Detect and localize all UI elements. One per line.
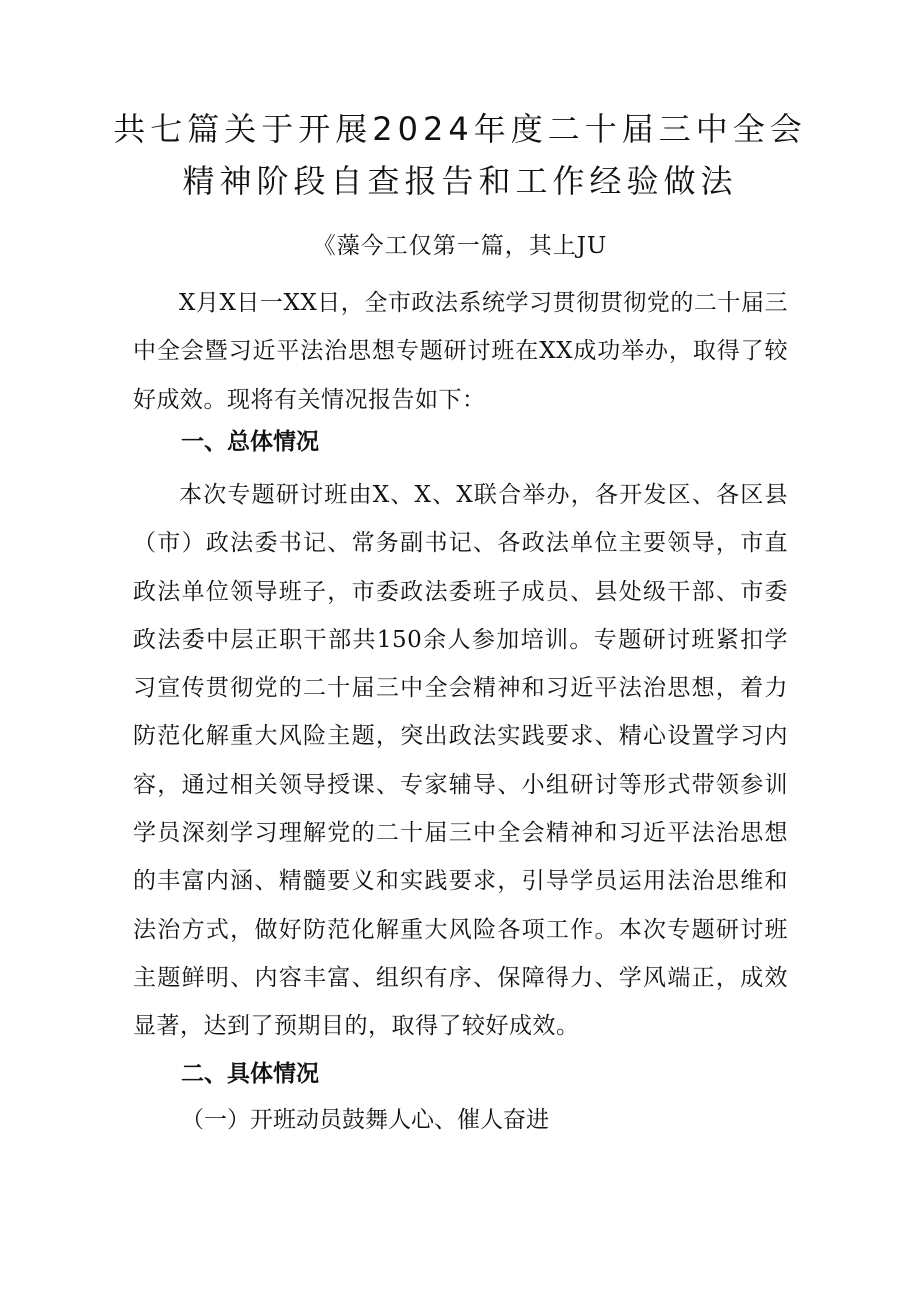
section-heading-overall: 一、总体情况: [181, 429, 319, 455]
document-title-line-2: 精神阶段自查报告和工作经验做法: [182, 162, 738, 200]
document-title-line-1: 共七篇关于开展2024年度二十届三中全会: [113, 110, 807, 148]
subsection-heading-opening: （一）开班动员鼓舞人心、催人奋进: [181, 1107, 549, 1133]
section-heading-details: 二、具体情况: [181, 1061, 319, 1087]
intro-paragraph: X月X日一XX日，全市政法系统学习贯彻贯彻党的二十届三中全会暨习近平法治思想专题研讨班在XX成功举办，取得了较好成效。现将有关情况报告如下：: [133, 290, 788, 413]
overall-paragraph: 本次专题研讨班由X、X、X联合举办，各开发区、各区县（市）政法委书记、常务副书记、各政法单位主要领导，市直政法单位领导班子，市委政法委班子成员、县处级干部、市委政法委中层正职干部共150余人参加培训。专题研讨班紧扣学习宣传贯彻党的二十届三中全会精神和习近平法治思想，着力防范化解重大风险主题，突出政法实践要求、精心设置学习内容，通过相关领导授课、专家辅导、小组研讨等形式带领参训学员深刻学习理解党的二十届三中全会精神和习近平法治思想的丰富内涵、精髓要义和实践要求，引导学员运用法治思维和法治方式，做好防范化解重大风险各项工作。本次专题研讨班主题鲜明、内容丰富、组织有序、保障得力、学风端正，成效显著，达到了预期目的，取得了较好成效。: [133, 482, 788, 1040]
document-subtitle: 《藻今工仅第一篇，其上JU: [312, 233, 608, 259]
